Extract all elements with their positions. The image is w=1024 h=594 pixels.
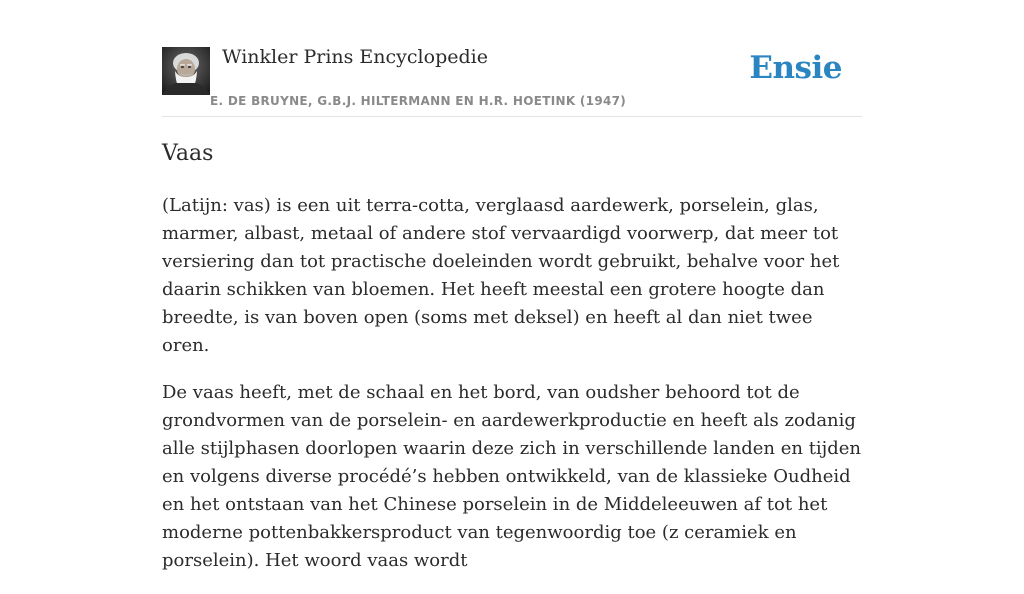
source-title[interactable]: Winkler Prins Encyclopedie [222,46,488,68]
article-title: Vaas [162,141,214,166]
source-authors: E. DE BRUYNE, G.B.J. HILTERMANN EN H.R. HOETINK (1947) [210,94,627,108]
article-paragraph: (Latijn: vas) is een uit terra-cotta, verglaasd aardewerk, porselein, glas, marmer, albast, metaal of andere stof vervaardigd voorwerp, dat meer tot versiering dan tot practische doeleinden wordt gebruikt, behalve voor het daarin schikken van bloemen. Het heeft meestal een grotere hoogte dan breedte, is van boven open (soms met deksel) en heeft al dan niet twee oren. [162,195,840,356]
source-header [162,0,862,117]
page [162,0,862,571]
avatar[interactable] [162,47,210,95]
brand-logo[interactable]: Ensie [749,50,842,86]
article-body [162,192,862,594]
article-paragraph: De vaas heeft, met de schaal en het bord, van oudsher behoord tot de grondvormen van de porselein- en aardewerkproductie en heeft als zodanig alle stijlphasen doorlopen waarin deze zich in verschillende landen en tijden en volgens diverse procédé’s hebben ontwikkeld, van de klassieke Oudheid en het ontstaan van het Chinese porselein in de Middeleeuwen af tot het moderne pottenbakkersproduct van tegenwoordig toe (z ceramiek en porselein). Het woord vaas wordt [162,382,862,571]
bearded-man-portrait-icon [162,47,210,95]
